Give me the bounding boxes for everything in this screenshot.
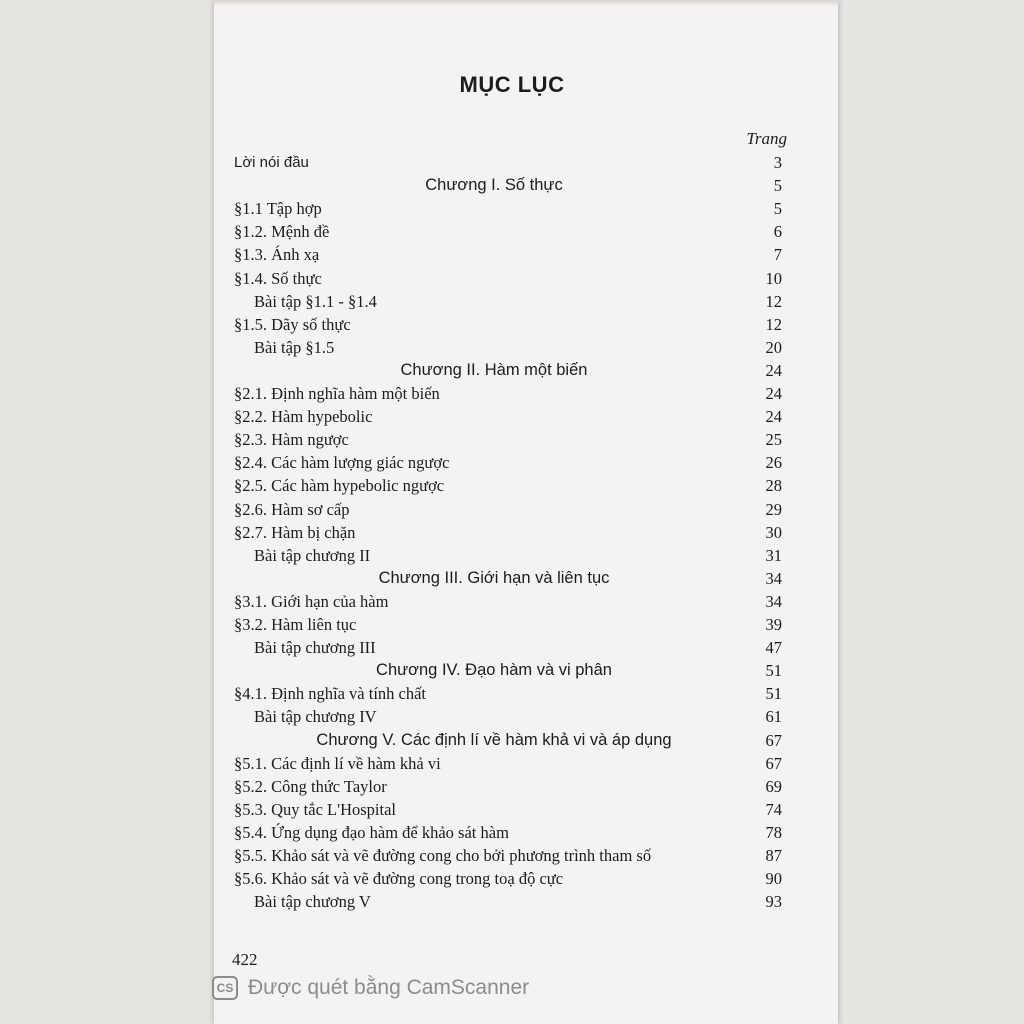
toc-entry-title: §5.3. Quy tắc L'Hospital — [234, 799, 396, 819]
toc-entry-title: §2.7. Hàm bị chặn — [234, 522, 356, 542]
toc-entry-title: §2.4. Các hàm lượng giác ngược — [234, 453, 450, 473]
toc-entry-title: §3.1. Giới hạn của hàm — [234, 591, 389, 611]
toc-entry-title: Chương I. Số thực — [425, 176, 563, 195]
toc-entry-title: Bài tập chương II — [254, 545, 371, 565]
toc-entry-title: Chương III. Giới hạn và liên tục — [378, 568, 610, 587]
toc-entry-row — [234, 243, 782, 266]
toc-entry-title: §4.1. Định nghĩa và tính chất — [234, 684, 427, 704]
toc-entry-page: 78 — [765, 822, 782, 842]
toc-entry-title: §5.1. Các định lí về hàm khả vi — [234, 753, 441, 773]
toc-entry-row — [234, 775, 782, 798]
toc-entry-row — [234, 867, 782, 890]
toc-entry-page: 87 — [765, 846, 782, 865]
toc-entry-page: 39 — [765, 615, 782, 634]
toc-entry-title: Chương V. Các định lí về hàm khả vi và áp dụng — [316, 730, 672, 749]
page-number: 422 — [232, 950, 258, 969]
toc-entry-row — [234, 405, 782, 428]
toc-entry-title: §1.2. Mệnh đề — [234, 222, 330, 242]
toc-entry-page: 69 — [765, 776, 782, 796]
toc-entry-row — [234, 613, 782, 636]
toc-entry-page: 93 — [765, 892, 782, 912]
toc-chapter-row — [234, 567, 782, 590]
toc-entry-page: 51 — [765, 661, 782, 681]
toc-entry-title: §5.6. Khảo sát và vẽ đường cong trong toạ độ cực — [234, 869, 564, 889]
toc-entry-title: §3.2. Hàm liên tục — [234, 615, 357, 634]
toc-entry-row — [234, 151, 782, 174]
toc-entry-row — [234, 382, 782, 405]
toc-entry-row — [234, 682, 782, 705]
toc-entry-title: §5.2. Công thức Taylor — [234, 776, 387, 796]
toc-entry-title: Bài tập §1.5 — [254, 337, 335, 357]
toc-entry-page: 34 — [765, 591, 782, 611]
toc-chapter-row — [234, 174, 782, 197]
toc-entry-page: 67 — [765, 753, 782, 773]
toc-entry-title: §2.1. Định nghĩa hàm một biến — [234, 384, 440, 403]
toc-entry-page: 28 — [765, 476, 782, 496]
toc-entry-page: 90 — [765, 869, 782, 889]
toc-entry-row — [234, 336, 782, 359]
toc-entry-title: Chương IV. Đạo hàm và vi phân — [376, 661, 612, 680]
toc-entry-title: §1.4. Số thực — [234, 268, 322, 288]
toc-entry-title: §2.3. Hàm ngược — [234, 430, 349, 450]
toc-entry-page: 74 — [765, 799, 782, 819]
toc-entry-title: Chương II. Hàm một biến — [400, 360, 588, 379]
page-title: MỤC LỤC — [459, 72, 565, 97]
toc-entry-title: Bài tập chương IV — [254, 707, 377, 727]
toc-entry-row — [234, 313, 782, 336]
toc-entry-page: 25 — [765, 430, 782, 450]
toc-entry-page: 7 — [773, 245, 782, 265]
toc-entry-row — [234, 890, 782, 913]
toc-entry-row — [234, 451, 782, 474]
toc-chapter-row — [234, 729, 782, 752]
toc-chapter-row — [234, 359, 782, 382]
toc-entry-page: 47 — [765, 638, 782, 658]
toc-entry-page: 12 — [765, 291, 782, 311]
toc-entry-row — [234, 498, 782, 521]
toc-entry-title: §1.1 Tập hợp — [234, 199, 322, 219]
toc-entry-page: 31 — [765, 545, 782, 565]
toc-entry-title: Lời nói đầu — [234, 154, 309, 171]
toc-entry-row — [234, 474, 782, 497]
camscanner-watermark — [212, 974, 529, 1002]
toc-entry-title: §2.2. Hàm hypebolic — [234, 407, 373, 427]
toc-entry-page: 5 — [773, 199, 782, 219]
toc-entry-title: §2.5. Các hàm hypebolic ngược — [234, 476, 445, 496]
toc-entry-title: §5.4. Ứng dụng đạo hàm để khảo sát hàm — [234, 822, 509, 842]
toc-entry-page: 24 — [765, 407, 782, 427]
page-column-header: Trang — [746, 129, 787, 148]
toc-entry-row — [234, 220, 782, 243]
toc-entry-page: 10 — [765, 268, 782, 288]
toc-entry-page: 5 — [773, 176, 782, 196]
toc-entry-row — [234, 544, 782, 567]
toc-entry-page: 61 — [765, 707, 782, 727]
toc-entry-page: 6 — [773, 222, 782, 242]
toc-entry-title: Bài tập chương V — [254, 892, 371, 912]
toc-entry-row — [234, 290, 782, 313]
toc-entry-row — [234, 636, 782, 659]
toc-entry-title: §2.6. Hàm sơ cấp — [234, 499, 350, 519]
toc-entry-row — [234, 821, 782, 844]
watermark-text: Được quét bằng CamScanner — [248, 976, 530, 999]
toc-entry-page: 30 — [765, 522, 782, 542]
camscanner-logo-icon: CS — [212, 976, 238, 1000]
toc-entry-page: 20 — [765, 337, 782, 357]
toc-entry-page: 67 — [765, 730, 782, 750]
toc-entry-title: §1.5. Dãy số thực — [234, 314, 351, 334]
toc-entry-row — [234, 428, 782, 451]
toc-entry-page: 29 — [765, 499, 782, 519]
toc-entry-page: 24 — [765, 384, 782, 403]
toc-entry-row — [234, 798, 782, 821]
toc-entry-page: 12 — [765, 314, 782, 334]
toc-entry-title: §5.5. Khảo sát và vẽ đường cong cho bởi phương trình tham số — [234, 846, 652, 865]
toc-entry-title: Bài tập chương III — [254, 638, 376, 658]
toc-entry-page: 26 — [765, 453, 782, 473]
toc-entry-row — [234, 521, 782, 544]
toc-entry-page: 3 — [773, 153, 782, 172]
toc-entry-row — [234, 844, 782, 867]
toc-entry-row — [234, 590, 782, 613]
toc-entry-page: 51 — [765, 684, 782, 704]
toc-entry-title: Bài tập §1.1 - §1.4 — [254, 291, 377, 311]
toc-entry-row — [234, 752, 782, 775]
toc-entry-page: 24 — [765, 360, 782, 380]
toc-entry-page: 34 — [765, 568, 782, 588]
toc-entry-row — [234, 197, 782, 220]
toc-entry-title: §1.3. Ánh xạ — [234, 245, 320, 265]
toc-entry-row — [234, 267, 782, 290]
toc-entry-row — [234, 705, 782, 728]
toc-chapter-row — [234, 659, 782, 682]
